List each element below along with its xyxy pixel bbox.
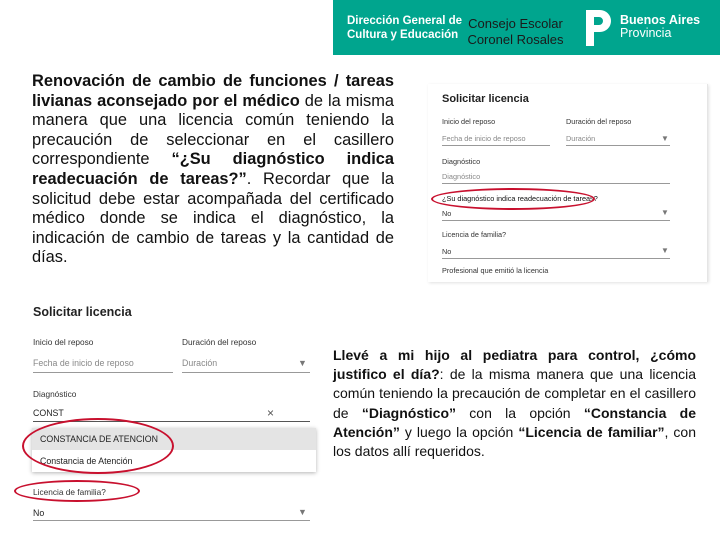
- para2-bold-diag: “Diagnóstico”: [361, 404, 456, 421]
- form2-diagnostico-label: Diagnóstico: [33, 389, 77, 399]
- form1-profesional-label: Profesional que emitió la licencia: [442, 266, 549, 275]
- form2-duracion-field[interactable]: Duración: [182, 358, 218, 368]
- form2-diagnostico-input[interactable]: CONST: [33, 408, 64, 418]
- form1-diagnostico-underline: [442, 183, 670, 184]
- brand-line-2: Provincia: [620, 26, 672, 40]
- form1-inicio-underline: [442, 145, 550, 146]
- form-screenshot-readecuacion: [428, 84, 708, 282]
- para1-text-b: . Recordar que la solicitud debe estar acompañada del certificado médico donde se indica el diagnóstico, la indicación de cambio de tareas y la cantidad de días.: [32, 169, 395, 267]
- form1-diagnostico-field[interactable]: Diagnóstico: [442, 172, 481, 181]
- form1-readecuacion-label: ¿Su diagnóstico indica readecuación de tareas?: [442, 194, 598, 203]
- form1-title: Solicitar licencia: [442, 93, 529, 105]
- org-line-1: Dirección General de: [347, 15, 463, 27]
- form1-readecuacion-select[interactable]: No: [442, 209, 452, 218]
- form2-licencia-familia-select[interactable]: No: [33, 508, 45, 518]
- para2-bold-constancia: “Constancia de Atención”: [333, 404, 696, 440]
- form2-duracion-label: Duración del reposo: [182, 337, 257, 347]
- form1-duracion-underline: [566, 145, 670, 146]
- para1-bold-question: “¿Su diagnóstico indica readecuación de tareas?”: [32, 150, 394, 188]
- chevron-down-icon[interactable]: ▼: [298, 507, 307, 517]
- paragraph-renovacion: [32, 72, 394, 268]
- highlight-ellipse: [22, 418, 174, 474]
- highlight-ellipse: [14, 480, 140, 502]
- header-banner: [333, 0, 720, 55]
- form1-readecuacion-underline: [442, 220, 670, 221]
- consejo-line-1: Consejo Escolar: [468, 16, 563, 31]
- buenos-aires-p-logo-icon: [583, 8, 613, 48]
- dropdown-option-constancia-upper[interactable]: CONSTANCIA DE ATENCION: [32, 428, 316, 450]
- consejo-escolar-label: [453, 16, 578, 48]
- form2-inicio-field[interactable]: Fecha de inicio de reposo: [33, 358, 134, 368]
- form1-duracion-field[interactable]: Duración: [566, 134, 596, 143]
- form2-duracion-underline: [182, 372, 310, 373]
- form2-licencia-familia-underline: [33, 520, 310, 521]
- para2-bold-lead: Llevé a mi hijo al pediatra para control, ¿cómo justifico el día?: [333, 347, 696, 383]
- para2-text-d: , con los datos allí requeridos.: [333, 423, 696, 460]
- chevron-down-icon[interactable]: ▼: [661, 208, 669, 217]
- dropdown-option-constancia[interactable]: Constancia de Atención: [40, 456, 133, 466]
- paragraph-pediatra: [333, 346, 696, 461]
- form1-licencia-familia-label: Licencia de familia?: [442, 230, 507, 239]
- brand-line-1: Buenos Aires: [620, 13, 701, 27]
- form2-licencia-familia-label: Licencia de familia?: [33, 487, 106, 497]
- clear-icon[interactable]: ×: [267, 406, 275, 420]
- chevron-down-icon[interactable]: ▼: [298, 358, 307, 368]
- form1-inicio-label: Inicio del reposo: [442, 117, 496, 126]
- org-name: [347, 14, 462, 42]
- form1-licencia-familia-select[interactable]: No: [442, 247, 452, 256]
- org-line-2: Cultura y Educación: [347, 29, 459, 41]
- form2-title: Solicitar licencia: [33, 305, 132, 319]
- form1-inicio-field[interactable]: Fecha de inicio de reposo: [442, 134, 526, 143]
- form2-inicio-underline: [33, 372, 173, 373]
- para2-bold-licencia: “Licencia de familiar”: [518, 423, 665, 440]
- highlight-ellipse: [431, 188, 595, 210]
- form1-diagnostico-label: Diagnóstico: [442, 157, 481, 166]
- para2-text-c: y luego la opción: [399, 423, 519, 440]
- para2-text-a: : de la misma manera que una licencia común teniendo la precaución de completar en el casillero de: [333, 366, 697, 421]
- form2-inicio-label: Inicio del reposo: [33, 337, 94, 347]
- para1-bold-lead: Renovación de cambio de funciones / tareas livianas aconsejado por el médico: [32, 72, 394, 110]
- brand-name: [620, 14, 700, 40]
- chevron-down-icon[interactable]: ▼: [661, 246, 669, 255]
- form1-licencia-familia-underline: [442, 258, 670, 259]
- consejo-line-2: Coronel Rosales: [467, 32, 564, 47]
- chevron-down-icon[interactable]: ▼: [661, 134, 669, 143]
- para1-text-a: de la misma manera que una licencia común teniendo la precaución de seleccionar en el casillero correspondiente: [32, 91, 394, 169]
- form1-duracion-label: Duración del reposo: [566, 117, 632, 126]
- para2-text-b: con la opción: [456, 404, 584, 421]
- form-screenshot-constancia: [20, 300, 320, 532]
